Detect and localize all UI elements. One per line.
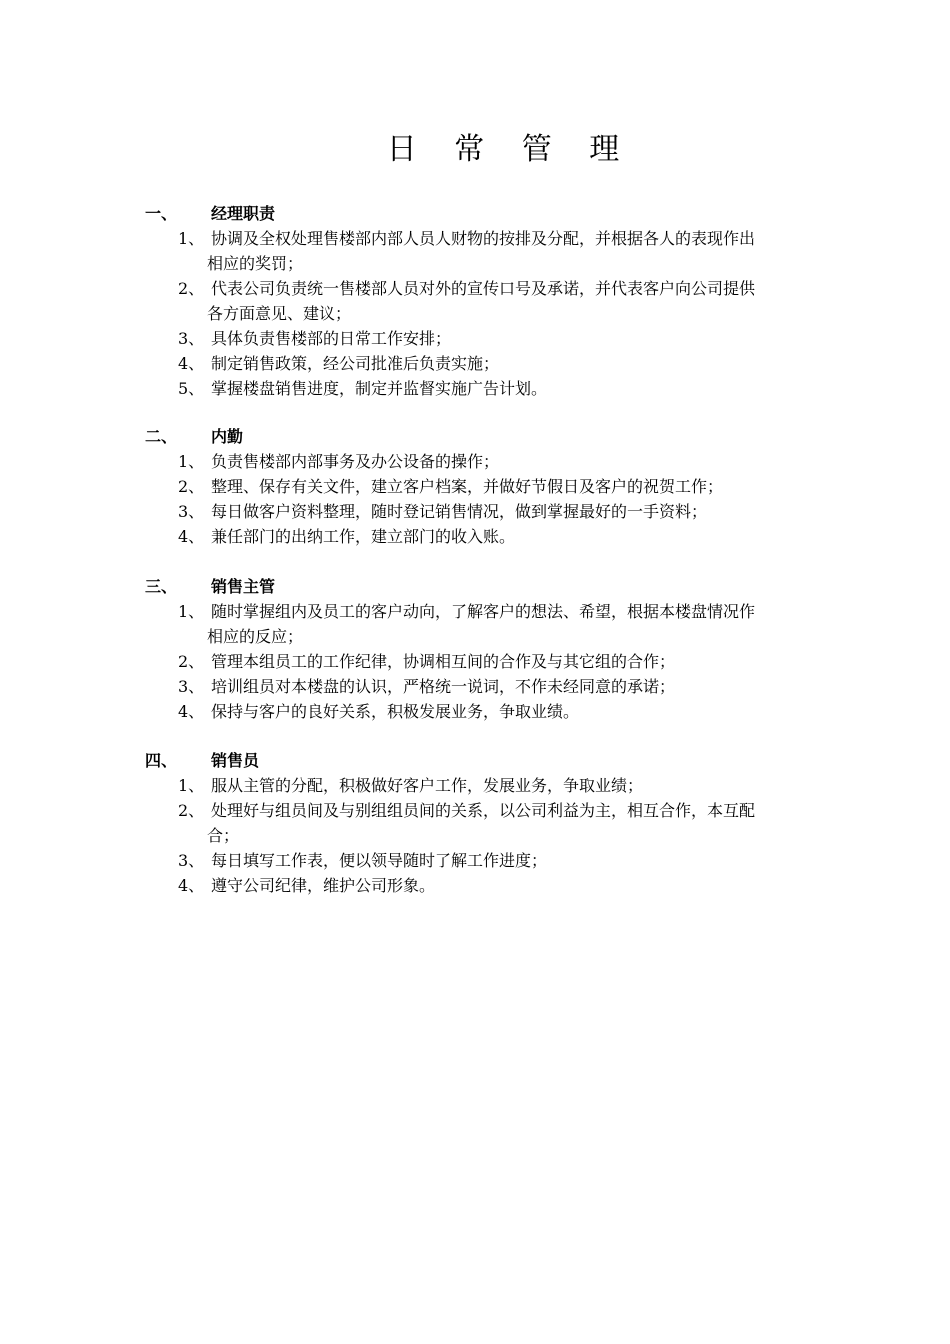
list-item-line: 培训组员对本楼盘的认识，严格统一说词，不作未经同意的承诺； — [211, 677, 676, 696]
section-number: 四、 — [145, 751, 178, 770]
section-title: 经理职责 — [211, 204, 276, 223]
list-item — [0, 674, 950, 699]
list-item-text — [207, 449, 875, 474]
list-item — [0, 873, 950, 898]
list-item — [0, 351, 950, 376]
section-heading — [0, 424, 950, 449]
list-item — [0, 798, 950, 848]
list-item-text — [207, 773, 875, 798]
list-item-text — [207, 351, 875, 376]
list-item-number: 3、 — [178, 851, 205, 870]
list-item-text — [207, 649, 875, 674]
list-item — [0, 276, 950, 326]
list-item-number: 1、 — [178, 602, 205, 621]
list-item — [0, 499, 950, 524]
list-item-text — [207, 674, 875, 699]
section-number: 三、 — [145, 577, 178, 596]
section-number: 一、 — [145, 204, 178, 223]
list-item-line: 服从主管的分配，积极做好客户工作，发展业务，争取业绩； — [211, 776, 644, 795]
list-item-line: 相应的反应； — [207, 627, 304, 646]
list-item-number: 3、 — [178, 677, 205, 696]
list-item-number: 1、 — [178, 229, 205, 248]
list-item-number: 3、 — [178, 329, 205, 348]
list-item-number: 4、 — [178, 876, 205, 895]
list-item — [0, 376, 950, 401]
list-item — [0, 699, 950, 724]
list-item — [0, 649, 950, 674]
section-heading — [0, 574, 950, 599]
list-item-text — [207, 499, 875, 524]
list-item-line: 负责售楼部内部事务及办公设备的操作； — [211, 452, 500, 471]
section-number: 二、 — [145, 427, 178, 446]
list-item-number: 3、 — [178, 502, 205, 521]
section-heading — [0, 201, 950, 226]
list-item-line: 兼任部门的出纳工作，建立部门的收入账。 — [211, 527, 516, 546]
list-item-number: 2、 — [178, 801, 205, 820]
list-item-number: 2、 — [178, 477, 205, 496]
list-item-text — [207, 599, 875, 649]
section-3 — [0, 574, 950, 724]
list-item-text — [207, 848, 875, 873]
list-item-line: 保持与客户的良好关系，积极发展业务，争取业绩。 — [211, 702, 580, 721]
section-2 — [0, 424, 950, 549]
list-item — [0, 449, 950, 474]
list-item-text — [207, 873, 875, 898]
list-item-number: 4、 — [178, 354, 205, 373]
list-item-number: 5、 — [178, 379, 205, 398]
list-item-text — [207, 798, 875, 848]
page-title: 日 常 管 理 — [386, 132, 634, 167]
section-title: 内勤 — [211, 427, 244, 446]
list-item-text — [207, 524, 875, 549]
list-item — [0, 226, 950, 276]
list-item-number: 1、 — [178, 452, 205, 471]
list-item — [0, 848, 950, 873]
list-item-number: 2、 — [178, 652, 205, 671]
section-title: 销售员 — [211, 751, 260, 770]
list-item-number: 4、 — [178, 527, 205, 546]
list-item — [0, 599, 950, 649]
list-item-line: 管理本组员工的工作纪律，协调相互间的合作及与其它组的合作； — [211, 652, 676, 671]
list-item — [0, 773, 950, 798]
list-item-line: 协调及全权处理售楼部内部人员人财物的按排及分配，并根据各人的表现作出 — [211, 229, 756, 248]
list-item-text — [207, 474, 875, 499]
list-item-line: 代表公司负责统一售楼部人员对外的宣传口号及承诺，并代表客户向公司提供 — [211, 279, 756, 298]
list-item-text — [207, 699, 875, 724]
list-item-line: 各方面意见、建议； — [207, 304, 352, 323]
list-item-text — [207, 376, 875, 401]
section-4 — [0, 748, 950, 898]
section-heading — [0, 748, 950, 773]
list-item-line: 相应的奖罚； — [207, 254, 304, 273]
list-item — [0, 326, 950, 351]
list-item — [0, 474, 950, 499]
list-item-text — [207, 326, 875, 351]
list-item-line: 合； — [207, 826, 240, 845]
section-1 — [0, 201, 950, 401]
list-item-line: 随时掌握组内及员工的客户动向，了解客户的想法、希望，根据本楼盘情况作 — [211, 602, 756, 621]
list-item-line: 掌握楼盘销售进度，制定并监督实施广告计划。 — [211, 379, 548, 398]
list-item-text — [207, 276, 875, 326]
list-item-text — [207, 226, 875, 276]
list-item — [0, 524, 950, 549]
list-item-line: 遵守公司纪律，维护公司形象。 — [211, 876, 436, 895]
list-item-number: 2、 — [178, 279, 205, 298]
list-item-line: 整理、保存有关文件，建立客户档案，并做好节假日及客户的祝贺工作； — [211, 477, 724, 496]
list-item-line: 制定销售政策，经公司批准后负责实施； — [211, 354, 500, 373]
list-item-number: 4、 — [178, 702, 205, 721]
list-item-line: 具体负责售楼部的日常工作安排； — [211, 329, 452, 348]
list-item-line: 处理好与组员间及与别组组员间的关系，以公司利益为主，相互合作，本互配 — [211, 801, 756, 820]
list-item-number: 1、 — [178, 776, 205, 795]
list-item-line: 每日做客户资料整理，随时登记销售情况，做到掌握最好的一手资料； — [211, 502, 708, 521]
list-item-line: 每日填写工作表，便以领导随时了解工作进度； — [211, 851, 548, 870]
section-title: 销售主管 — [211, 577, 276, 596]
